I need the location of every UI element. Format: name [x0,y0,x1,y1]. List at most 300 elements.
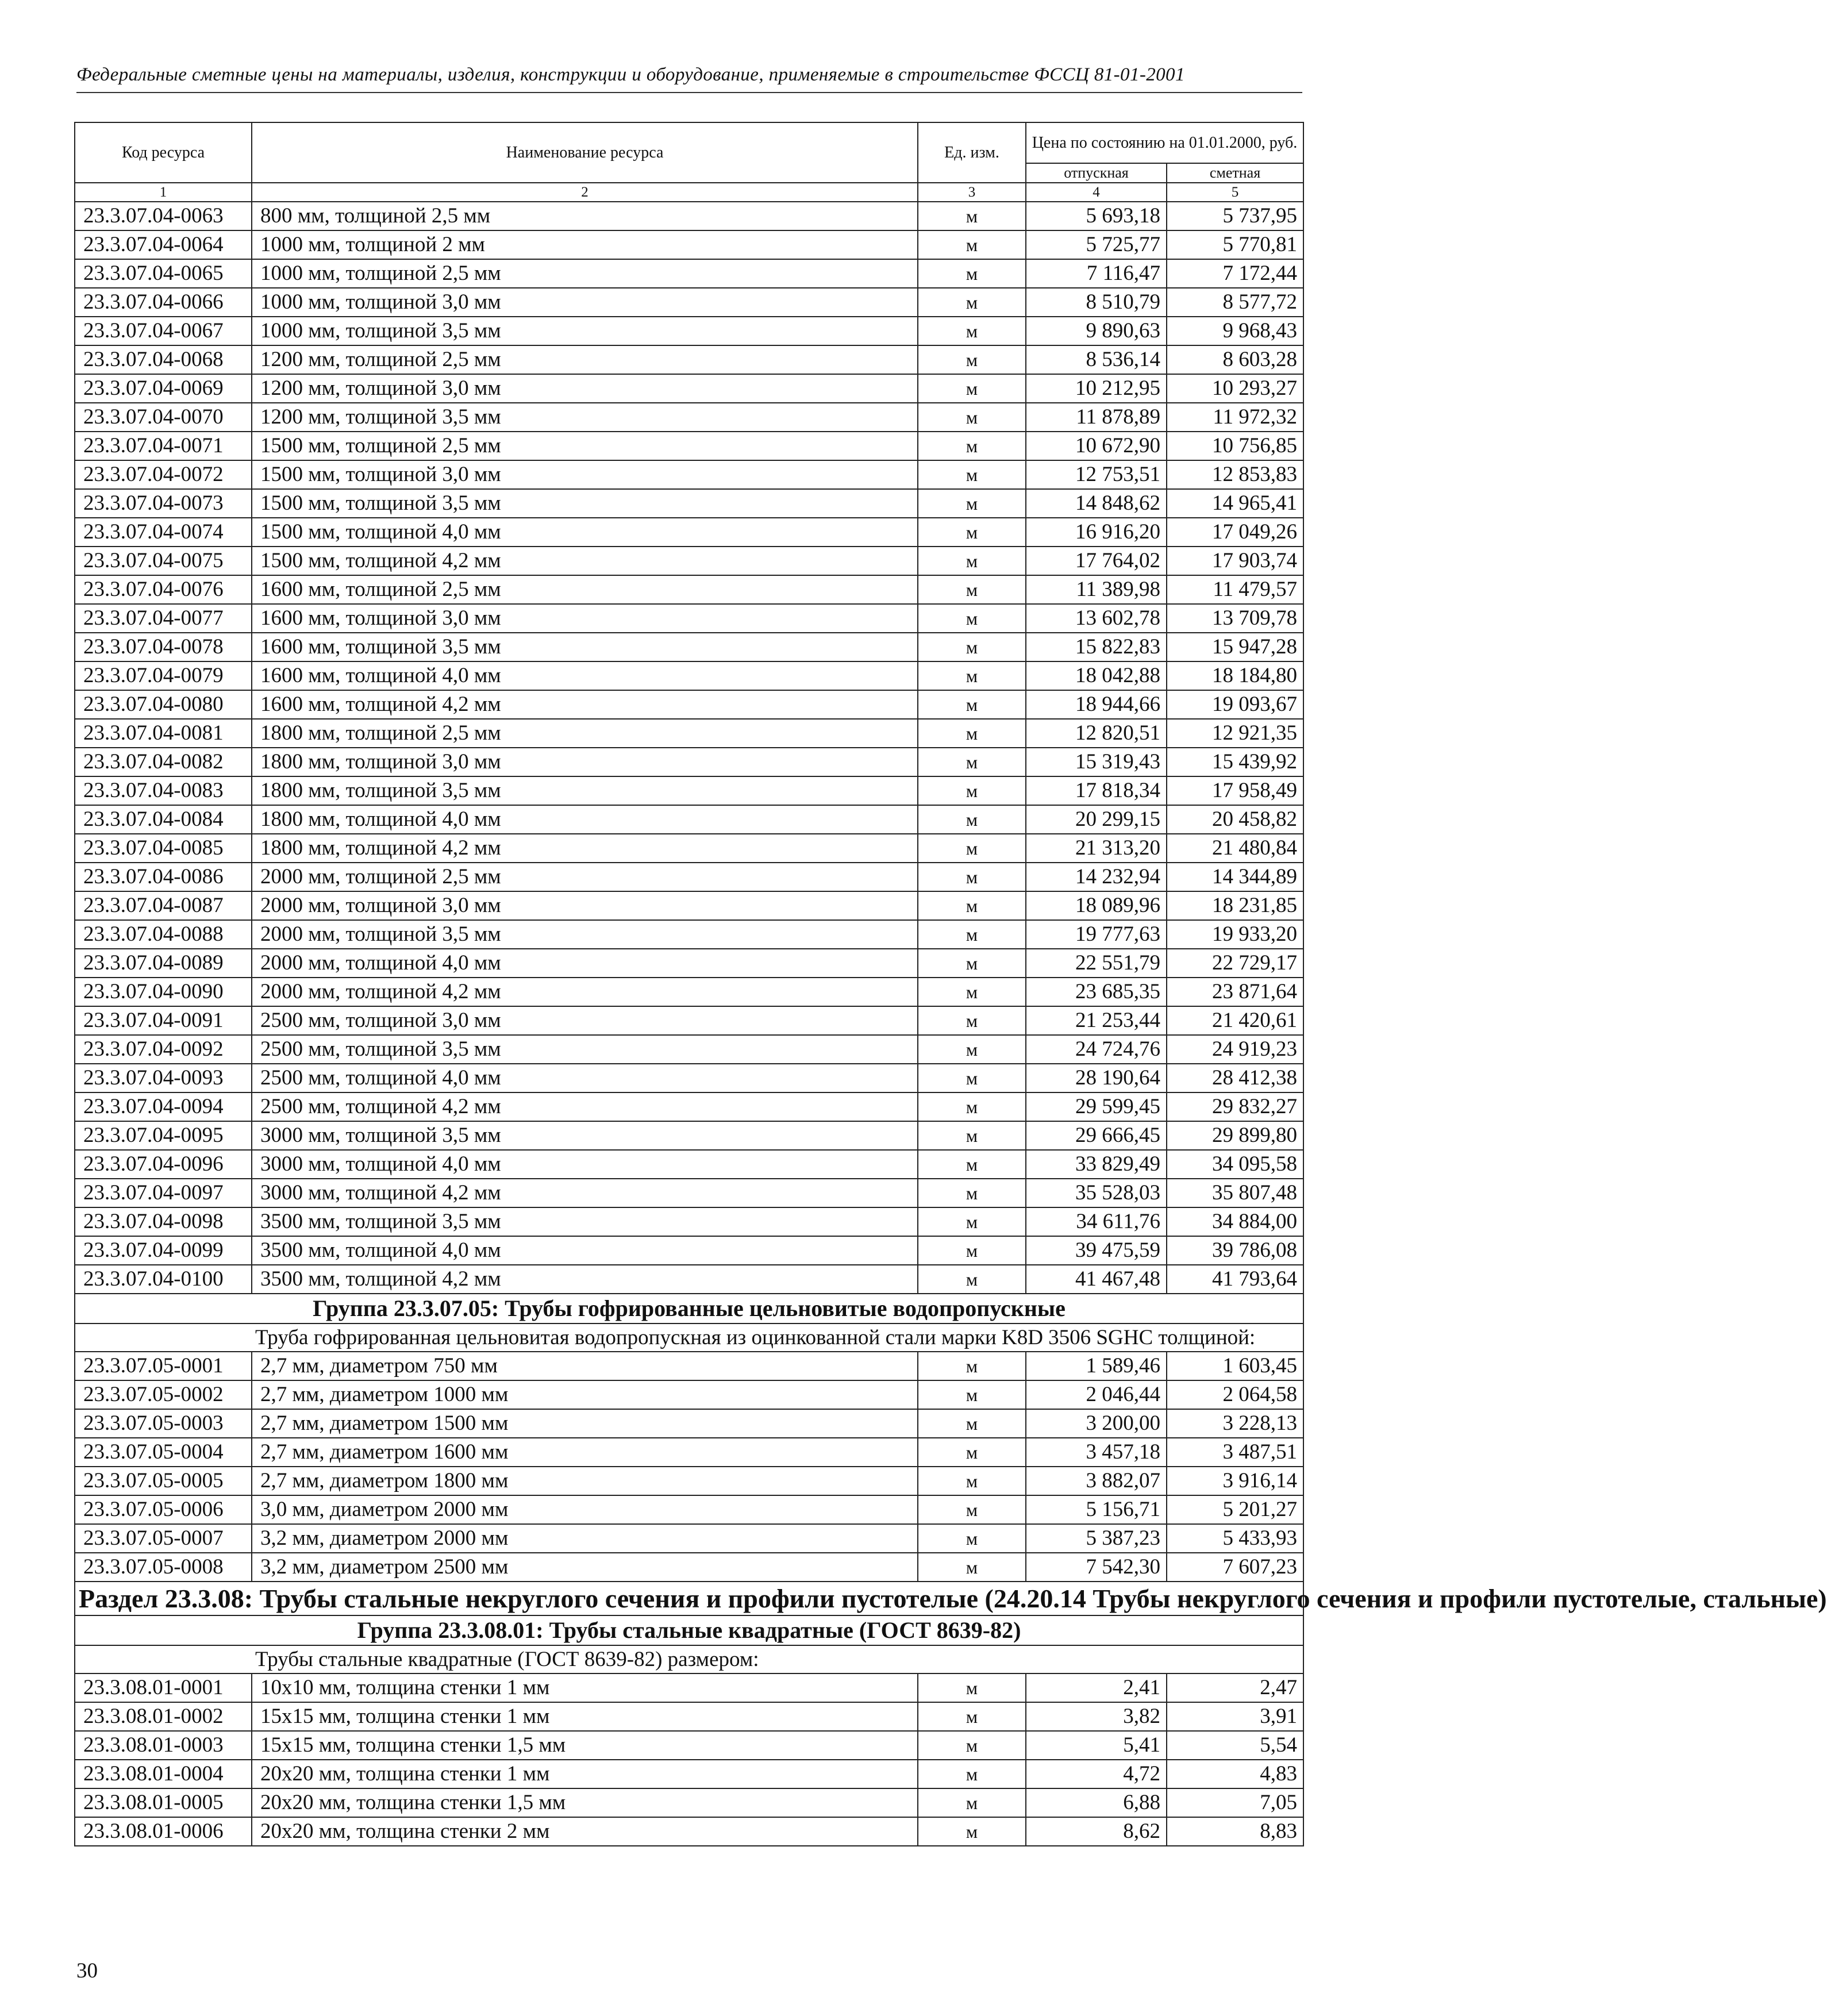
unit: м [918,259,1026,288]
header-price: Цена по состоянию на 01.01.2000, руб. [1026,122,1303,163]
price-release: 21 253,44 [1026,1006,1167,1035]
price-table [74,122,1827,1846]
resource-name: 3000 мм, толщиной 4,2 мм [252,1179,918,1207]
price-release: 11 389,98 [1026,575,1167,604]
resource-name: 2,7 мм, диаметром 1000 мм [252,1380,918,1409]
unit: м [918,230,1026,259]
price-estimate: 17 958,49 [1167,776,1303,805]
price-estimate: 8 577,72 [1167,288,1303,317]
price-estimate: 23 871,64 [1167,978,1303,1006]
unit: м [918,719,1026,748]
price-release: 12 753,51 [1026,460,1167,489]
price-estimate: 14 344,89 [1167,863,1303,891]
price-estimate: 19 093,67 [1167,690,1303,719]
resource-name: 15х15 мм, толщина стенки 1 мм [252,1702,918,1731]
table-row [75,949,1303,978]
table-row [75,1409,1303,1438]
price-estimate: 2 064,58 [1167,1380,1303,1409]
table-row [75,374,1303,403]
column-number: 5 [1167,183,1303,202]
table-row [75,633,1303,661]
resource-name: 2000 мм, толщиной 3,5 мм [252,920,918,949]
resource-code: 23.3.07.04-0064 [75,230,252,259]
table-row [75,230,1303,259]
resource-name: 3000 мм, толщиной 4,0 мм [252,1150,918,1179]
price-release: 14 232,94 [1026,863,1167,891]
price-release: 8 536,14 [1026,345,1167,374]
resource-name: 1000 мм, толщиной 3,5 мм [252,317,918,345]
column-number: 2 [252,183,918,202]
table-row [75,1438,1303,1467]
resource-name: 3,0 мм, диаметром 2000 мм [252,1495,918,1524]
resource-name: 1800 мм, толщиной 3,0 мм [252,748,918,776]
resource-name: 3500 мм, толщиной 4,0 мм [252,1236,918,1265]
table-header-row [75,122,1303,163]
resource-code: 23.3.07.04-0098 [75,1207,252,1236]
table-row [75,1006,1303,1035]
resource-name: 20х20 мм, толщина стенки 1 мм [252,1760,918,1788]
unit: м [918,1467,1026,1495]
resource-code: 23.3.07.04-0077 [75,604,252,633]
resource-code: 23.3.07.05-0003 [75,1409,252,1438]
resource-code: 23.3.08.01-0001 [75,1673,252,1702]
price-release: 3 457,18 [1026,1438,1167,1467]
resource-code: 23.3.07.04-0088 [75,920,252,949]
resource-code: 23.3.07.04-0090 [75,978,252,1006]
table-row [75,1150,1303,1179]
unit: м [918,1702,1026,1731]
resource-code: 23.3.07.04-0081 [75,719,252,748]
price-estimate: 34 095,58 [1167,1150,1303,1179]
resource-name: 1600 мм, толщиной 4,2 мм [252,690,918,719]
resource-name: 2,7 мм, диаметром 750 мм [252,1352,918,1380]
unit: м [918,920,1026,949]
price-estimate: 11 479,57 [1167,575,1303,604]
unit: м [918,1817,1026,1846]
price-estimate: 22 729,17 [1167,949,1303,978]
price-estimate: 17 049,26 [1167,518,1303,547]
resource-code: 23.3.07.05-0007 [75,1524,252,1553]
resource-name: 1200 мм, толщиной 3,5 мм [252,403,918,432]
resource-name: 3500 мм, толщиной 3,5 мм [252,1207,918,1236]
price-release: 29 599,45 [1026,1092,1167,1121]
resource-name: 3,2 мм, диаметром 2500 мм [252,1553,918,1582]
unit: м [918,1760,1026,1788]
table-row [75,1467,1303,1495]
table-row [75,1702,1303,1731]
resource-code: 23.3.07.05-0005 [75,1467,252,1495]
unit: м [918,489,1026,518]
resource-name: 1500 мм, толщиной 3,5 мм [252,489,918,518]
unit: м [918,432,1026,460]
resource-code: 23.3.07.04-0089 [75,949,252,978]
resource-name: 1600 мм, толщиной 2,5 мм [252,575,918,604]
table-row [75,489,1303,518]
price-release: 16 916,20 [1026,518,1167,547]
price-estimate: 21 420,61 [1167,1006,1303,1035]
resource-name: 15х15 мм, толщина стенки 1,5 мм [252,1731,918,1760]
table-row [75,719,1303,748]
resource-code: 23.3.07.04-0075 [75,547,252,575]
resource-code: 23.3.08.01-0004 [75,1760,252,1788]
resource-name: 1500 мм, толщиной 4,2 мм [252,547,918,575]
price-release: 17 818,34 [1026,776,1167,805]
resource-code: 23.3.07.04-0083 [75,776,252,805]
price-release: 20 299,15 [1026,805,1167,834]
resource-code: 23.3.07.05-0001 [75,1352,252,1380]
unit: м [918,1352,1026,1380]
price-estimate: 4,83 [1167,1760,1303,1788]
price-estimate: 13 709,78 [1167,604,1303,633]
table-row [75,432,1303,460]
price-release: 39 475,59 [1026,1236,1167,1265]
group-title-row [75,1615,1303,1645]
resource-code: 23.3.07.04-0087 [75,891,252,920]
price-release: 7 116,47 [1026,259,1167,288]
price-estimate: 35 807,48 [1167,1179,1303,1207]
price-release: 22 551,79 [1026,949,1167,978]
unit: м [918,1179,1026,1207]
price-estimate: 5 737,95 [1167,202,1303,230]
table-row [75,1380,1303,1409]
unit: м [918,1673,1026,1702]
price-release: 14 848,62 [1026,489,1167,518]
resource-name: 1000 мм, толщиной 2 мм [252,230,918,259]
price-estimate: 3 916,14 [1167,1467,1303,1495]
unit: м [918,1524,1026,1553]
resource-name: 2,7 мм, диаметром 1800 мм [252,1467,918,1495]
resource-name: 2500 мм, толщиной 4,0 мм [252,1064,918,1092]
unit: м [918,1150,1026,1179]
group-title: Группа 23.3.07.05: Трубы гофрированные цельновитые водопропускные [75,1294,1303,1324]
price-release: 23 685,35 [1026,978,1167,1006]
table-row [75,345,1303,374]
price-estimate: 3 487,51 [1167,1438,1303,1467]
unit: м [918,633,1026,661]
table-row [75,748,1303,776]
price-release: 15 822,83 [1026,633,1167,661]
price-release: 5,41 [1026,1731,1167,1760]
resource-code: 23.3.07.04-0078 [75,633,252,661]
unit: м [918,460,1026,489]
price-release: 5 693,18 [1026,202,1167,230]
resource-name: 2000 мм, толщиной 3,0 мм [252,891,918,920]
unit: м [918,1064,1026,1092]
unit: м [918,345,1026,374]
resource-name: 1500 мм, толщиной 2,5 мм [252,432,918,460]
unit: м [918,518,1026,547]
price-release: 8 510,79 [1026,288,1167,317]
resource-code: 23.3.07.04-0082 [75,748,252,776]
price-estimate: 29 832,27 [1167,1092,1303,1121]
group-title: Группа 23.3.08.01: Трубы стальные квадратные (ГОСТ 8639-82) [75,1615,1303,1645]
resource-name: 2000 мм, толщиной 2,5 мм [252,863,918,891]
resource-name: 2,7 мм, диаметром 1500 мм [252,1409,918,1438]
table-row [75,891,1303,920]
unit: м [918,834,1026,863]
unit: м [918,1035,1026,1064]
price-release: 11 878,89 [1026,403,1167,432]
resource-name: 3,2 мм, диаметром 2000 мм [252,1524,918,1553]
price-release: 24 724,76 [1026,1035,1167,1064]
price-estimate: 15 439,92 [1167,748,1303,776]
price-estimate: 5 201,27 [1167,1495,1303,1524]
resource-name: 1600 мм, толщиной 3,5 мм [252,633,918,661]
resource-name: 2500 мм, толщиной 3,0 мм [252,1006,918,1035]
price-estimate: 1 603,45 [1167,1352,1303,1380]
price-estimate: 18 231,85 [1167,891,1303,920]
price-estimate: 5 770,81 [1167,230,1303,259]
resource-code: 23.3.07.04-0066 [75,288,252,317]
resource-name: 2000 мм, толщиной 4,0 мм [252,949,918,978]
price-estimate: 7,05 [1167,1788,1303,1817]
unit: м [918,863,1026,891]
price-release: 1 589,46 [1026,1352,1167,1380]
resource-code: 23.3.07.04-0069 [75,374,252,403]
unit: м [918,403,1026,432]
unit: м [918,1006,1026,1035]
resource-name: 1500 мм, толщиной 3,0 мм [252,460,918,489]
group-description: Труба гофрированная цельновитая водопропускная из оцинкованной стали марки K8D 3506 SGHC толщиной: [75,1324,1303,1352]
price-release: 5 156,71 [1026,1495,1167,1524]
resource-code: 23.3.07.04-0097 [75,1179,252,1207]
table-row [75,1064,1303,1092]
price-estimate: 9 968,43 [1167,317,1303,345]
resource-code: 23.3.07.04-0072 [75,460,252,489]
resource-code: 23.3.07.04-0084 [75,805,252,834]
resource-code: 23.3.07.04-0096 [75,1150,252,1179]
price-estimate: 24 919,23 [1167,1035,1303,1064]
resource-name: 1200 мм, толщиной 3,0 мм [252,374,918,403]
table-row [75,1352,1303,1380]
table-row [75,317,1303,345]
resource-name: 1500 мм, толщиной 4,0 мм [252,518,918,547]
price-release: 5 387,23 [1026,1524,1167,1553]
price-estimate: 39 786,08 [1167,1236,1303,1265]
table-row [75,863,1303,891]
resource-code: 23.3.07.04-0085 [75,834,252,863]
unit: м [918,1409,1026,1438]
resource-code: 23.3.07.04-0092 [75,1035,252,1064]
price-estimate: 41 793,64 [1167,1265,1303,1294]
resource-name: 2500 мм, толщиной 3,5 мм [252,1035,918,1064]
price-estimate: 5,54 [1167,1731,1303,1760]
price-estimate: 29 899,80 [1167,1121,1303,1150]
price-estimate: 14 965,41 [1167,489,1303,518]
price-release: 8,62 [1026,1817,1167,1846]
table-row [75,518,1303,547]
resource-name: 1800 мм, толщиной 3,5 мм [252,776,918,805]
resource-code: 23.3.07.04-0093 [75,1064,252,1092]
price-estimate: 11 972,32 [1167,403,1303,432]
resource-name: 1800 мм, толщиной 4,2 мм [252,834,918,863]
table-row [75,1236,1303,1265]
group-description-row [75,1324,1303,1352]
price-estimate: 20 458,82 [1167,805,1303,834]
unit: м [918,604,1026,633]
unit: м [918,317,1026,345]
unit: м [918,1438,1026,1467]
resource-code: 23.3.07.04-0076 [75,575,252,604]
unit: м [918,1788,1026,1817]
group-description: Трубы стальные квадратные (ГОСТ 8639-82) размером: [75,1645,1303,1673]
resource-name: 10х10 мм, толщина стенки 1 мм [252,1673,918,1702]
table-row [75,547,1303,575]
header-price-estimate: сметная [1167,163,1303,183]
table-row [75,1179,1303,1207]
price-release: 34 611,76 [1026,1207,1167,1236]
resource-code: 23.3.07.04-0080 [75,690,252,719]
resource-name: 3500 мм, толщиной 4,2 мм [252,1265,918,1294]
unit: м [918,1265,1026,1294]
unit: м [918,575,1026,604]
price-estimate: 15 947,28 [1167,633,1303,661]
header-rule [76,92,1302,93]
price-release: 3 200,00 [1026,1409,1167,1438]
price-release: 10 212,95 [1026,374,1167,403]
unit: м [918,690,1026,719]
unit: м [918,1236,1026,1265]
price-release: 13 602,78 [1026,604,1167,633]
unit: м [918,547,1026,575]
table-row [75,776,1303,805]
unit: м [918,748,1026,776]
resource-code: 23.3.07.04-0063 [75,202,252,230]
table-row [75,920,1303,949]
table-row [75,1495,1303,1524]
price-estimate: 10 293,27 [1167,374,1303,403]
resource-code: 23.3.07.04-0091 [75,1006,252,1035]
price-estimate: 2,47 [1167,1673,1303,1702]
price-estimate: 8 603,28 [1167,345,1303,374]
price-estimate: 21 480,84 [1167,834,1303,863]
group-title-row [75,1294,1303,1324]
unit: м [918,949,1026,978]
price-estimate: 17 903,74 [1167,547,1303,575]
price-release: 9 890,63 [1026,317,1167,345]
price-estimate: 19 933,20 [1167,920,1303,949]
unit: м [918,1092,1026,1121]
resource-code: 23.3.08.01-0005 [75,1788,252,1817]
column-number-row [75,183,1303,202]
table-row [75,1121,1303,1150]
resource-code: 23.3.07.04-0086 [75,863,252,891]
price-release: 17 764,02 [1026,547,1167,575]
price-release: 5 725,77 [1026,230,1167,259]
unit: м [918,202,1026,230]
table-row [75,403,1303,432]
unit: м [918,1731,1026,1760]
resource-code: 23.3.08.01-0003 [75,1731,252,1760]
resource-name: 1800 мм, толщиной 2,5 мм [252,719,918,748]
resource-name: 1000 мм, толщиной 2,5 мм [252,259,918,288]
price-estimate: 8,83 [1167,1817,1303,1846]
table-row [75,978,1303,1006]
price-estimate: 7 172,44 [1167,259,1303,288]
unit: м [918,1380,1026,1409]
resource-code: 23.3.07.04-0099 [75,1236,252,1265]
price-estimate: 12 921,35 [1167,719,1303,748]
column-number: 3 [918,183,1026,202]
resource-name: 2500 мм, толщиной 4,2 мм [252,1092,918,1121]
price-release: 10 672,90 [1026,432,1167,460]
table-row [75,690,1303,719]
resource-code: 23.3.07.04-0094 [75,1092,252,1121]
table-row [75,604,1303,633]
table-row [75,834,1303,863]
resource-code: 23.3.07.04-0067 [75,317,252,345]
resource-code: 23.3.07.05-0002 [75,1380,252,1409]
price-release: 18 944,66 [1026,690,1167,719]
price-release: 12 820,51 [1026,719,1167,748]
resource-name: 1200 мм, толщиной 2,5 мм [252,345,918,374]
table-row [75,202,1303,230]
column-number: 1 [75,183,252,202]
table-row [75,575,1303,604]
table-row [75,460,1303,489]
price-release: 29 666,45 [1026,1121,1167,1150]
resource-code: 23.3.07.04-0068 [75,345,252,374]
price-estimate: 7 607,23 [1167,1553,1303,1582]
section-title: Раздел 23.3.08: Трубы стальные некруглого сечения и профили пустотелые (24.20.14 Трубы некруглого сечения и профили пустотелые, стальные) [75,1582,1303,1615]
page-number: 30 [76,1959,98,1983]
price-estimate: 28 412,38 [1167,1064,1303,1092]
unit: м [918,288,1026,317]
table-row [75,1265,1303,1294]
unit: м [918,1207,1026,1236]
resource-code: 23.3.07.04-0073 [75,489,252,518]
resource-name: 20х20 мм, толщина стенки 2 мм [252,1817,918,1846]
table-row [75,288,1303,317]
header-code: Код ресурса [75,122,252,183]
unit: м [918,374,1026,403]
price-estimate: 18 184,80 [1167,661,1303,690]
price-estimate: 12 853,83 [1167,460,1303,489]
running-header: Федеральные сметные цены на материалы, изделия, конструкции и оборудование, применяемые в строительстве ФССЦ 81-01-2001 [76,64,1185,85]
price-release: 2,41 [1026,1673,1167,1702]
header-name: Наименование ресурса [252,122,918,183]
table-row [75,259,1303,288]
resource-code: 23.3.08.01-0002 [75,1702,252,1731]
unit: м [918,891,1026,920]
price-release: 2 046,44 [1026,1380,1167,1409]
resource-code: 23.3.07.05-0008 [75,1553,252,1582]
price-release: 35 528,03 [1026,1179,1167,1207]
column-number: 4 [1026,183,1167,202]
resource-code: 23.3.07.04-0095 [75,1121,252,1150]
price-release: 4,72 [1026,1760,1167,1788]
header-price-release: отпускная [1026,163,1167,183]
price-release: 33 829,49 [1026,1150,1167,1179]
resource-code: 23.3.07.04-0074 [75,518,252,547]
price-release: 18 042,88 [1026,661,1167,690]
table-row [75,661,1303,690]
price-release: 41 467,48 [1026,1265,1167,1294]
price-release: 7 542,30 [1026,1553,1167,1582]
table-row [75,1092,1303,1121]
resource-name: 2000 мм, толщиной 4,2 мм [252,978,918,1006]
section-title-row [75,1582,1303,1615]
resource-name: 800 мм, толщиной 2,5 мм [252,202,918,230]
resource-name: 3000 мм, толщиной 3,5 мм [252,1121,918,1150]
price-release: 19 777,63 [1026,920,1167,949]
unit: м [918,1553,1026,1582]
resource-code: 23.3.07.04-0065 [75,259,252,288]
table-row [75,805,1303,834]
resource-code: 23.3.07.04-0070 [75,403,252,432]
resource-code: 23.3.08.01-0006 [75,1817,252,1846]
resource-name: 20х20 мм, толщина стенки 1,5 мм [252,1788,918,1817]
